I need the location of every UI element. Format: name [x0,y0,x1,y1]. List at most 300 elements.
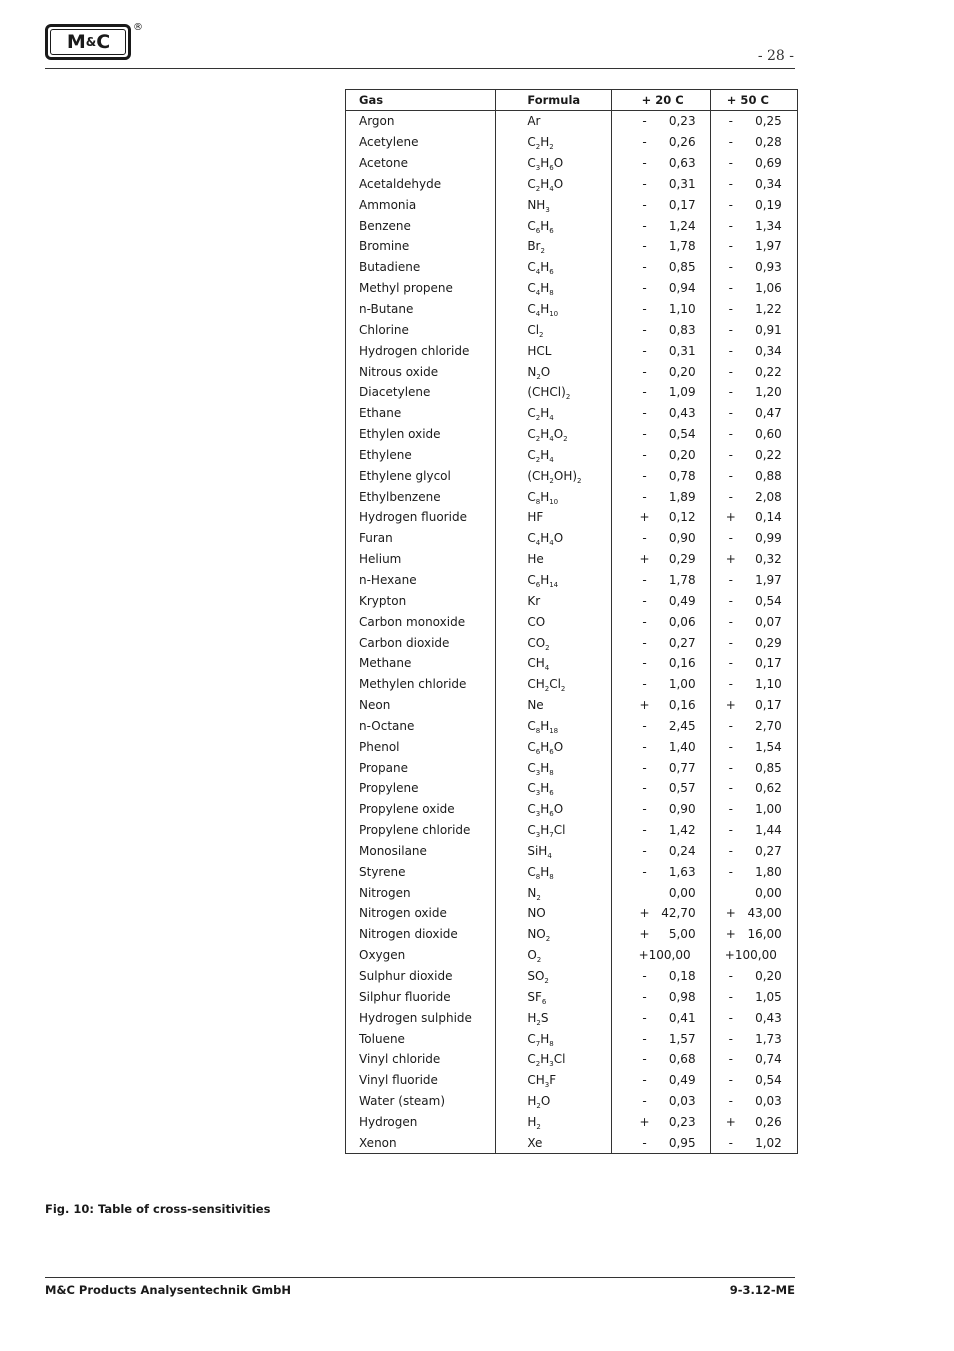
value-50c-cell [710,465,797,486]
gas-name-cell: Chlorine [359,322,409,337]
formula-subscript: 6 [549,789,554,798]
formula-subscript: 2 [535,435,541,444]
value-50c-sign: - [728,1052,733,1067]
value-50c-number: 1,44 [755,823,782,838]
gas-name-cell: Ethylene glycol [359,468,451,483]
value-20c-number: 1,24 [668,218,696,233]
value-20c-sign: - [642,114,647,129]
table-row [346,653,798,674]
value-50c-sign: - [728,489,733,504]
value-50c-cell [710,570,797,591]
gas-name-cell: Monosilane [359,843,427,858]
formula-cell [496,861,611,882]
value-20c-sign: - [642,989,647,1004]
formula-subscript: 6 [535,580,541,589]
table-row [346,507,798,528]
value-50c-number: 43,00 [747,906,782,921]
formula-subscript: 3 [535,810,541,819]
value-20c-number: 0,20 [668,364,696,379]
gas-name-cell: Propylene [359,781,419,796]
gas-name-cell: Hydrogen chloride [359,343,470,358]
value-20c-number: 0,31 [668,343,696,358]
value-20c-number: 0,77 [668,760,696,775]
value-50c-cell [710,549,797,570]
gas-name-cell: Sulphur dioxide [359,969,453,984]
value-50c-number: 0,17 [755,656,782,671]
value-50c-number: 0,25 [755,114,782,129]
value-20c-number: 0,27 [668,635,696,650]
formula-part: NO [527,906,546,921]
value-20c-number: 0,49 [668,1073,696,1088]
formula-cell [496,611,611,632]
gas-name-cell: Bromine [359,239,410,254]
value-50c-cell [710,132,797,153]
value-50c-sign: - [728,156,733,171]
value-20c-sign: - [642,197,647,212]
formula-part: H [540,176,550,191]
value-50c-number: 1,54 [755,739,782,754]
formula-subscript: 6 [549,810,554,819]
value-50c-sign: - [728,823,733,838]
table-row [346,778,798,799]
table-row [346,841,798,862]
formula-part: O [553,531,564,546]
formula-cell [496,215,611,236]
value-50c-sign: - [728,614,733,629]
value-20c-cell [611,590,710,611]
value-20c-cell [611,340,710,361]
value-20c-cell [611,278,710,299]
formula-cell [496,1007,611,1028]
table-row [346,632,798,653]
value-50c-number: 0,93 [755,260,782,275]
formula-cell [496,1132,611,1153]
value-50c-cell [710,986,797,1007]
column-header-20c: + 20 C [611,90,710,111]
value-50c-sign: - [728,343,733,358]
value-20c-cell [611,486,710,507]
formula-part: N [527,364,537,379]
footer-company: M&C Products Analysentechnik GmbH [45,1283,291,1297]
formula-subscript: 3 [535,164,541,173]
value-50c-sign: - [728,802,733,817]
value-20c-cell [611,174,710,195]
value-20c-cell [611,424,710,445]
value-50c-cell [710,736,797,757]
gas-name-cell: Nitrogen [359,885,411,900]
formula-cell [496,570,611,591]
value-50c-sign: - [728,656,733,671]
formula-part: C [527,176,536,191]
formula-part: H [540,718,550,733]
formula-part: C [527,489,536,504]
formula-cell [496,1070,611,1091]
formula-part: H [527,1094,537,1109]
value-20c-sign: - [642,593,647,608]
formula-subscript: 8 [535,497,541,506]
value-50c-cell [710,882,797,903]
value-20c-sign: - [642,969,647,984]
value-20c-cell [611,986,710,1007]
value-20c-sign: + [639,552,650,567]
value-20c-cell [611,861,710,882]
value-50c-cell [710,820,797,841]
formula-part: CH [527,656,545,671]
value-50c-cell [710,1007,797,1028]
formula-cell [496,799,611,820]
value-50c-number: 0,47 [755,406,782,421]
formula-part: SiH [527,843,548,858]
table-row [346,424,798,445]
formula-part: F [549,1073,557,1088]
formula-cell [496,445,611,466]
value-50c-sign: - [728,739,733,754]
formula-part: NH [527,197,546,212]
formula-part: Ar [527,114,541,129]
formula-subscript: 2 [549,476,554,485]
value-20c-cell [611,695,710,716]
formula-part: CO [527,635,546,650]
table-row [346,153,798,174]
value-20c-cell [611,611,710,632]
value-50c-number: 1,97 [755,572,782,587]
value-20c-sign: - [642,239,647,254]
formula-part: Ne [527,698,544,713]
formula-cell [496,340,611,361]
value-20c-cell [611,153,710,174]
value-20c-number: 0,63 [668,156,696,171]
value-50c-sign: - [728,385,733,400]
gas-name-cell: Hydrogen fluoride [359,510,467,525]
gas-name-cell: Ethylen oxide [359,427,441,442]
value-50c-number: 0,14 [755,510,782,525]
value-50c-sign: - [728,593,733,608]
value-50c-number: 1,02 [755,1135,782,1150]
value-50c-cell [710,153,797,174]
gas-name-cell: Oxygen [359,948,406,963]
value-50c-cell [710,1028,797,1049]
formula-subscript: 2 [560,685,566,694]
value-50c-number: 0,22 [755,447,782,462]
formula-part: OH) [553,468,578,483]
formula-part: H [540,781,550,796]
value-50c-cell [710,799,797,820]
value-20c-cell [611,236,710,257]
value-50c-sign: - [728,135,733,150]
value-20c-number: 0,00 [668,885,696,900]
value-50c-sign: - [728,468,733,483]
gas-name-cell: Benzene [359,218,411,233]
table-row [346,882,798,903]
formula-part: C [527,260,536,275]
formula-part: C [527,1052,536,1067]
value-20c-number: 1,78 [668,239,696,254]
formula-cell [496,278,611,299]
formula-cell [496,1049,611,1070]
value-20c-sign: - [642,823,647,838]
formula-part: O [553,739,564,754]
table-row [346,611,798,632]
gas-name-cell: Styrene [359,864,406,879]
value-20c-sign: - [642,781,647,796]
value-50c-cell [710,486,797,507]
formula-subscript: 10 [549,497,559,506]
formula-subscript: 4 [547,851,552,860]
value-20c-cell [611,966,710,987]
value-20c-number: 0,23 [668,1114,696,1129]
table-row [346,986,798,1007]
value-50c-number: 0,69 [755,156,782,171]
page-number: - 28 - [757,48,794,64]
formula-part: O [527,948,537,963]
formula-part: HCL [527,343,552,358]
value-50c-cell [710,715,797,736]
value-50c-number: 1,06 [755,281,782,296]
value-50c-cell [710,403,797,424]
gas-name-cell: Ethane [359,406,402,421]
value-50c-sign: - [728,843,733,858]
value-50c-number: 0,91 [755,322,782,337]
formula-subscript: 7 [549,831,554,840]
value-20c-number: 0,43 [668,406,696,421]
formula-part: H [540,864,550,879]
value-50c-number: 2,70 [755,718,782,733]
formula-subscript: 4 [535,289,541,298]
registered-mark: ® [133,22,143,33]
gas-name-cell: Carbon monoxide [359,614,466,629]
value-20c-number: 0,31 [668,176,696,191]
value-20c-number: 0,23 [668,114,696,129]
formula-cell [496,465,611,486]
value-50c-sign: - [728,364,733,379]
value-20c-sign: - [642,656,647,671]
formula-subscript: 4 [544,664,550,673]
formula-cell [496,132,611,153]
value-20c-number: 0,98 [668,989,696,1004]
gas-name-cell: Vinyl fluoride [359,1073,438,1088]
value-20c-cell [611,111,710,132]
formula-cell [496,1112,611,1133]
formula-subscript: 2 [544,977,549,986]
logo-mark: M & C [50,29,126,55]
value-20c-sign: - [642,218,647,233]
table-row [346,1049,798,1070]
value-20c-cell [611,632,710,653]
value-50c-sign: + [725,698,736,713]
formula-cell [496,736,611,757]
value-20c-cell [611,757,710,778]
table-row [346,799,798,820]
gas-name-cell: n-Octane [359,718,415,733]
value-20c-cell [611,1007,710,1028]
formula-cell [496,653,611,674]
value-20c-cell [611,1132,710,1153]
value-20c-number: 0,94 [668,281,696,296]
table-row [346,1112,798,1133]
formula-cell [496,1091,611,1112]
value-50c-sign: - [728,176,733,191]
table-row [346,903,798,924]
value-50c-number: 0,19 [755,197,782,212]
value-20c-number: 5,00 [668,927,696,942]
formula-subscript: 3 [535,789,541,798]
formula-cell [496,424,611,445]
figure-caption: Fig. 10: Table of cross-sensitivities [45,1202,271,1216]
formula-part: C [527,760,536,775]
table-row [346,445,798,466]
formula-cell [496,903,611,924]
formula-subscript: 6 [549,268,554,277]
gas-name-cell: Vinyl chloride [359,1052,441,1067]
value-20c-number: 0,16 [668,698,696,713]
value-20c-sign: - [642,760,647,775]
formula-subscript: 6 [541,997,547,1006]
value-50c-number: 0,20 [755,969,782,984]
value-50c-number: 0,85 [755,760,782,775]
formula-part: C [527,135,536,150]
value-20c-cell [611,382,710,403]
table-row [346,1091,798,1112]
value-20c-number: 0,12 [668,510,696,525]
formula-part: O [540,364,551,379]
formula-part: C [527,302,536,317]
value-20c-sign: - [642,302,647,317]
formula-subscript: 2 [549,143,554,152]
value-50c-number: 2,08 [755,489,782,504]
formula-cell [496,820,611,841]
formula-subscript: 4 [549,435,554,444]
table-row [346,757,798,778]
value-20c-cell [611,799,710,820]
value-50c-cell [710,945,797,966]
value-50c-number: 0,74 [755,1052,782,1067]
formula-part: C [527,572,536,587]
formula-part: H [540,302,550,317]
value-20c-number: 0,95 [668,1135,696,1150]
gas-name-cell: Argon [359,114,395,129]
value-50c-number: 16,00 [747,927,782,942]
formula-subscript: 2 [535,414,541,423]
value-20c-number: 1,00 [668,677,696,692]
value-50c-number: 0,27 [755,843,782,858]
value-20c-sign: - [642,406,647,421]
gas-name-cell: Nitrogen oxide [359,906,447,921]
formula-subscript: 10 [549,310,559,319]
value-20c-sign: - [642,864,647,879]
value-20c-cell [611,507,710,528]
value-50c-number: 0,32 [755,552,782,567]
formula-cell [496,403,611,424]
table-row [346,486,798,507]
value-20c-number: 0,54 [668,427,696,442]
gas-name-cell: Propane [359,760,408,775]
table-row [346,403,798,424]
formula-part: C [527,427,536,442]
formula-part: S [540,1010,549,1025]
value-50c-cell [710,653,797,674]
formula-part: H [540,760,550,775]
formula-cell [496,1028,611,1049]
value-50c-number: 1,20 [755,385,782,400]
formula-cell [496,153,611,174]
value-50c-sign: - [728,114,733,129]
formula-part: Cl [553,823,566,838]
formula-cell [496,986,611,1007]
value-20c-sign: - [642,531,647,546]
table-row [346,1028,798,1049]
formula-cell [496,486,611,507]
formula-part: H [540,447,550,462]
value-50c-cell [710,611,797,632]
value-20c-number: 1,78 [668,572,696,587]
value-50c-number: 1,05 [755,989,782,1004]
value-50c-cell [710,632,797,653]
gas-name-cell: Hydrogen [359,1114,418,1129]
value-20c-number: 0,85 [668,260,696,275]
value-20c-cell [611,570,710,591]
table-row [346,278,798,299]
table-row [346,674,798,695]
table-row [346,715,798,736]
gas-name-cell: Methyl propene [359,281,453,296]
formula-part: H [540,156,550,171]
value-50c-sign: - [728,677,733,692]
value-20c-number: 1,10 [668,302,696,317]
formula-part: H [540,427,550,442]
value-20c-sign: - [642,385,647,400]
value-50c-sign: - [728,1031,733,1046]
formula-cell [496,715,611,736]
formula-subscript: 7 [535,1039,541,1048]
value-50c-sign: + [725,906,736,921]
value-50c-cell [710,674,797,695]
value-50c-sign: - [728,760,733,775]
value-50c-sign: - [728,218,733,233]
value-20c-number: 0,90 [668,531,696,546]
cross-sensitivity-table [345,89,798,1154]
value-50c-number: 1,10 [755,677,782,692]
formula-part: H [527,1010,537,1025]
table-row [346,319,798,340]
value-50c-number: 1,34 [755,218,782,233]
table-row [346,861,798,882]
value-20c-cell [611,924,710,945]
value-50c-cell [710,194,797,215]
gas-name-cell: Phenol [359,739,400,754]
value-50c-number: 1,22 [755,302,782,317]
formula-subscript: 2 [535,184,541,193]
formula-part: C [527,406,536,421]
value-20c-cell [611,820,710,841]
formula-part: O [540,1094,551,1109]
table-row [346,465,798,486]
formula-part: O [553,427,564,442]
formula-subscript: 6 [535,747,541,756]
table-body [346,111,798,1154]
value-20c-cell [611,736,710,757]
value-50c-cell [710,1091,797,1112]
formula-subscript: 3 [549,1060,554,1069]
formula-cell [496,236,611,257]
formula-part: H [540,823,550,838]
value-20c-number: 0,18 [668,969,696,984]
formula-part: Kr [527,593,541,608]
value-50c-number: 1,73 [755,1031,782,1046]
formula-part: C [527,864,536,879]
column-header-gas: Gas [346,90,496,111]
formula-subscript: 2 [545,935,551,944]
gas-name-cell: Ethylene [359,447,412,462]
